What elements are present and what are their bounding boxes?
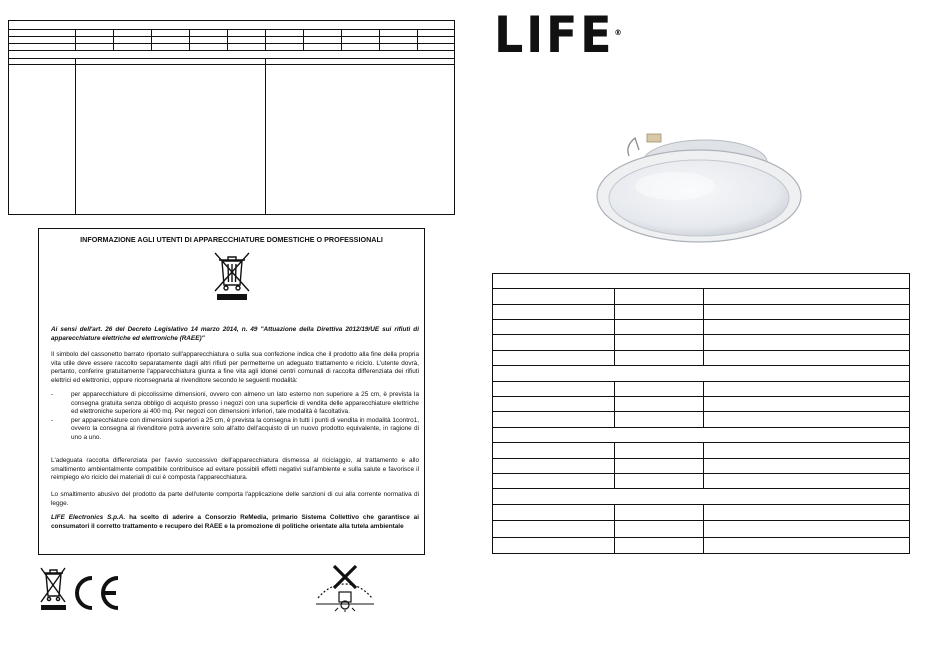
table-row	[492, 520, 910, 537]
ce-mark-icon	[70, 573, 122, 613]
table-row	[492, 504, 910, 520]
table-cell-divider	[614, 320, 615, 334]
grid-line	[113, 29, 114, 51]
table-row	[492, 319, 910, 334]
crossed-bin-icon	[38, 566, 68, 612]
table-row	[492, 473, 910, 488]
table-section-row	[492, 427, 910, 442]
grid-line	[265, 58, 266, 215]
table-cell-divider	[614, 412, 615, 427]
crossed-bin-icon	[209, 249, 255, 301]
technical-data-table	[492, 273, 910, 554]
notice-closing	[51, 514, 419, 531]
table-cell-divider	[703, 538, 704, 553]
disposal-modes-list	[51, 391, 419, 443]
table-cell-divider	[614, 382, 615, 396]
table-cell-divider	[703, 382, 704, 396]
table-cell-divider	[614, 397, 615, 411]
table-cell-divider	[703, 474, 704, 488]
notice-paragraph-3: Lo smaltimento abusivo del prodotto da parte dell'utente comporta l'applicazione delle sanzioni di cui alla corrente normativa di legge.	[51, 491, 419, 507]
brand-logo	[494, 6, 622, 64]
table-cell-divider	[703, 397, 704, 411]
table-cell-divider	[614, 305, 615, 319]
list-item: - per apparecchiature di piccolissime dimensioni, ovvero con almeno un lato esterno non superiore a 25 cm, è prevista la consegna gratuita senza obbligo di acquisto presso i negozi con una superficie di vendita delle apparecchiature elettriche ed elettroniche superiore ai 400 mq. Per negozi con dimensioni inferiori, tale modalità è facoltativa.	[51, 391, 419, 417]
grid-line	[75, 58, 76, 215]
grid-line	[379, 29, 380, 51]
table-cell-divider	[614, 474, 615, 488]
grid-line	[341, 29, 342, 51]
table-cell-divider	[703, 289, 704, 304]
table-section-row	[492, 365, 910, 381]
table-cell-divider	[703, 521, 704, 537]
company-name: LIFE Electronics S.p.A.	[51, 514, 126, 521]
table-cell-divider	[703, 505, 704, 520]
table-row	[492, 537, 910, 554]
product-downlight-image	[595, 128, 805, 244]
table-row	[492, 442, 910, 458]
table-cell-divider	[614, 521, 615, 537]
grid-line	[189, 29, 190, 51]
table-row	[492, 304, 910, 319]
grid-line	[265, 29, 266, 51]
grid-line	[151, 29, 152, 51]
table-cell-divider	[703, 320, 704, 334]
no-insulation-cover-icon	[314, 562, 376, 612]
spec-grid-table	[8, 20, 455, 215]
weee-notice-box	[38, 228, 425, 555]
table-cell-divider	[614, 335, 615, 350]
registered-mark: ®	[614, 28, 622, 37]
list-item: - per apparecchiature con dimensioni superiori a 25 cm, è prevista la consegna in tutti i punti di vendita in modalità 1contro1, ovvero la consegna al rivenditore potrà avvenire solo all'atto dell'acquisto di un nuovo prodotto equivalente, in ragione di uno a uno.	[51, 417, 419, 443]
table-cell-divider	[614, 459, 615, 473]
notice-paragraph-1: Il simbolo del cassonetto barrato riportato sull'apparecchiatura o sulla sua confezione indica che il prodotto alla fine della propria vita utile deve essere raccolto separatamente dagli altri rifiuti per permetterne un adeguato trattamento e riciclo. L'utente dovrà, pertanto, conferire gratuitamente l'apparecchiatura giunta a fine vita agli idonei centri comunali di raccolta differenziata dei rifiuti elettrici ed elettronici, oppure riconsegnarla al rivenditore secondo le seguenti modalità:	[51, 351, 419, 384]
table-cell-divider	[614, 443, 615, 458]
table-row	[492, 288, 910, 304]
grid-line	[303, 29, 304, 51]
table-cell-divider	[703, 335, 704, 350]
table-row	[492, 350, 910, 365]
grid-line	[75, 29, 76, 51]
table-cell-divider	[614, 351, 615, 365]
notice-paragraph-2: L'adeguata raccolta differenziata per l'avvio successivo dell'apparecchiatura dismessa al riciclaggio, al trattamento e allo smaltimento ambientalmente compatibile contribuisce ad evitare possibili effetti negativi sull'ambiente e sulla salute e favorisce il reimpiego e/o riciclo dei materiali di cui è composta l'apparecchiatura.	[51, 457, 419, 482]
notice-title: INFORMAZIONE AGLI UTENTI DI APPARECCHIATURE DOMESTICHE O PROFESSIONALI	[80, 235, 383, 244]
legal-reference: Ai sensi dell'art. 26 del Decreto Legislativo 14 marzo 2014, n. 49 "Attuazione della Direttiva 2012/19/UE sui rifiuti di apparecchiature elettriche ed elettroniche (RAEE)"	[51, 326, 419, 342]
table-cell-divider	[614, 505, 615, 520]
table-row	[492, 396, 910, 411]
table-cell-divider	[703, 412, 704, 427]
grid-line	[417, 29, 418, 51]
table-cell-divider	[614, 289, 615, 304]
table-row	[492, 458, 910, 473]
table-cell-divider	[703, 459, 704, 473]
brand-name: LIFE	[494, 6, 615, 64]
table-row	[492, 411, 910, 427]
table-cell-divider	[703, 351, 704, 365]
table-row	[492, 334, 910, 350]
table-cell-divider	[703, 305, 704, 319]
table-cell-divider	[614, 538, 615, 553]
table-row	[492, 381, 910, 396]
table-section-row	[492, 488, 910, 504]
grid-line	[227, 29, 228, 51]
table-cell-divider	[703, 443, 704, 458]
closing-text: ha scelto di aderire a Consorzio ReMedia, primario Sistema Collettivo che garantisce ai consumatori il corretto trattamento e recupero dei RAEE e la promozione di politiche orientate alla tutela ambientale	[51, 514, 419, 530]
table-row	[492, 273, 910, 288]
